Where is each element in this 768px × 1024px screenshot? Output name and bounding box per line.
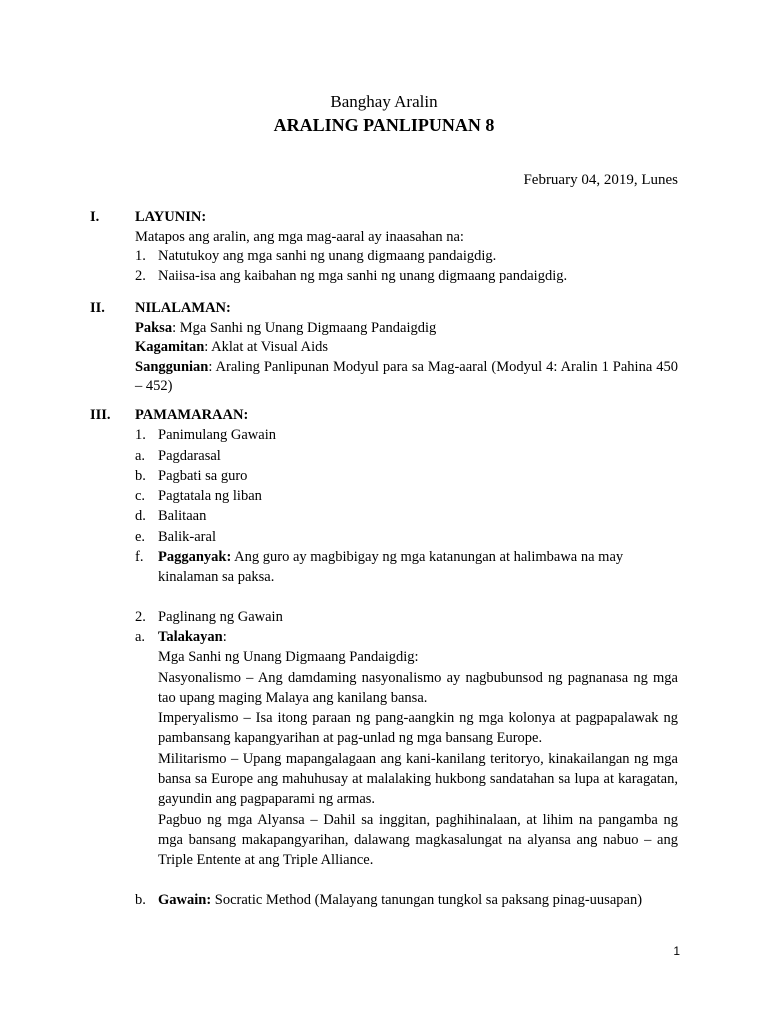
list-item <box>135 267 678 287</box>
field-sanggunian <box>135 358 678 397</box>
lesson-date: February 04, 2019, Lunes <box>523 172 678 188</box>
section-nilalaman <box>90 299 678 397</box>
list-item-text: Natutukoy ang mga sanhi ng unang digmaang pandaigdig. <box>158 248 497 264</box>
list-marker: 1. <box>135 427 146 444</box>
list-item-text: Pagtatala ng liban <box>158 488 262 505</box>
list-item <box>135 466 678 486</box>
list-marker: 1. <box>135 248 146 264</box>
gawain-text: Socratic Method (Malayang tanungan tungkol sa paksang pinag-uusapan) <box>211 891 643 908</box>
field-value: : Aklat at Visual Aids <box>204 339 329 355</box>
field-label: Sanggunian <box>135 358 209 375</box>
section-intro: Matapos ang aralin, ang mga mag-aaral ay inaasahan na: <box>135 228 464 245</box>
list-marker: f. <box>135 549 144 566</box>
list-marker: a. <box>135 628 146 645</box>
paragraph-militarismo: Militarismo – Upang mapangalagaan ang kani-kanilang teritoryo, kinakailangan ng mga bansa sa Europe ang mahuhusay at malalaking hukbong sandatahan sa lupa at karagatan, gayundin ang pagpaparami ng armas. <box>158 750 678 808</box>
field-label: Kagamitan <box>135 339 205 355</box>
gawain-item <box>135 890 678 910</box>
section-numeral: I. <box>90 209 100 225</box>
list-marker: b. <box>135 891 146 908</box>
field-value: : Araling Panlipunan Modyul para sa Mag-aaral (Modyul 4: Aralin 1 Pahina 450 – 452) <box>135 358 678 394</box>
list-item-text: Balik-aral <box>158 528 216 545</box>
list-marker: c. <box>135 488 146 505</box>
pagganyak-text: Ang guro ay magbibigay ng mga katanungan at halimbawa na may kinalaman sa paksa. <box>158 549 624 586</box>
talakayan-heading: Mga Sanhi ng Unang Digmaang Pandaigdig: <box>158 649 419 666</box>
list-item <box>135 506 678 526</box>
list-item <box>135 527 678 547</box>
list-marker: a. <box>135 447 146 464</box>
section-title: NILALAMAN: <box>135 300 231 316</box>
document-subtitle: Banghay Aralin <box>330 92 438 111</box>
section-title: PAMAMARAAN: <box>135 407 249 423</box>
list-item-text: Pagdarasal <box>158 447 221 464</box>
list-item <box>135 446 678 466</box>
pagganyak-label: Pagganyak: <box>158 549 232 566</box>
page-number: 1 <box>673 944 680 958</box>
talakayan-colon: : <box>222 628 227 645</box>
list-marker: 2. <box>135 267 146 284</box>
list-item <box>135 247 678 267</box>
section-pamamaraan <box>90 405 678 910</box>
list-item-text: Balitaan <box>158 508 207 525</box>
pagganyak-item <box>135 547 678 588</box>
section-numeral: II. <box>90 300 105 316</box>
subsection-title: Paglinang ng Gawain <box>158 608 283 625</box>
talakayan-label: Talakayan <box>158 628 223 645</box>
section-title: LAYUNIN: <box>135 209 207 225</box>
paragraph-imperyalismo: Imperyalismo – Isa itong paraan ng pang-aangkin ng mga kolonya at pagpapalawak ng pambansang kapangyarihan at pag-unlad ng mga bansang Europe. <box>158 710 678 747</box>
section-numeral: III. <box>90 407 111 423</box>
document-title: ARALING PANLIPUNAN 8 <box>273 115 495 135</box>
field-value: : Mga Sanhi ng Unang Digmaang Pandaigdig <box>172 319 437 336</box>
paragraph-nasyonalismo: Nasyonalismo – Ang damdaming nasyonalismo ay nagbubunsod ng pagnanasa ng mga tao upang maging Malaya ang kanilang bansa. <box>158 669 678 706</box>
list-item-text: Pagbati sa guro <box>158 467 248 484</box>
section-layunin <box>90 208 678 286</box>
list-marker: b. <box>135 467 146 484</box>
field-paksa <box>135 319 678 339</box>
list-marker: d. <box>135 508 146 525</box>
list-item <box>135 486 678 506</box>
field-label: Paksa <box>135 319 173 336</box>
subsection-heading <box>135 607 678 627</box>
subsection-title: Panimulang Gawain <box>158 427 276 444</box>
list-marker: 2. <box>135 608 146 625</box>
list-marker: e. <box>135 528 146 545</box>
field-kagamitan <box>135 338 678 358</box>
subsection-heading <box>135 425 678 445</box>
gawain-label: Gawain: <box>158 891 212 908</box>
list-item-text: Naiisa-isa ang kaibahan ng mga sanhi ng unang digmaang pandaigdig. <box>158 267 568 284</box>
paragraph-alyansa: Pagbuo ng mga Alyansa – Dahil sa inggitan, paghihinalaan, at lihim na pangamba ng mga bansang makapangyarihan, dalawang magkasalungat na alyansa ang nabuo – ang Triple Entente at ang Triple Alliance. <box>158 811 678 869</box>
talakayan-item <box>135 627 678 871</box>
